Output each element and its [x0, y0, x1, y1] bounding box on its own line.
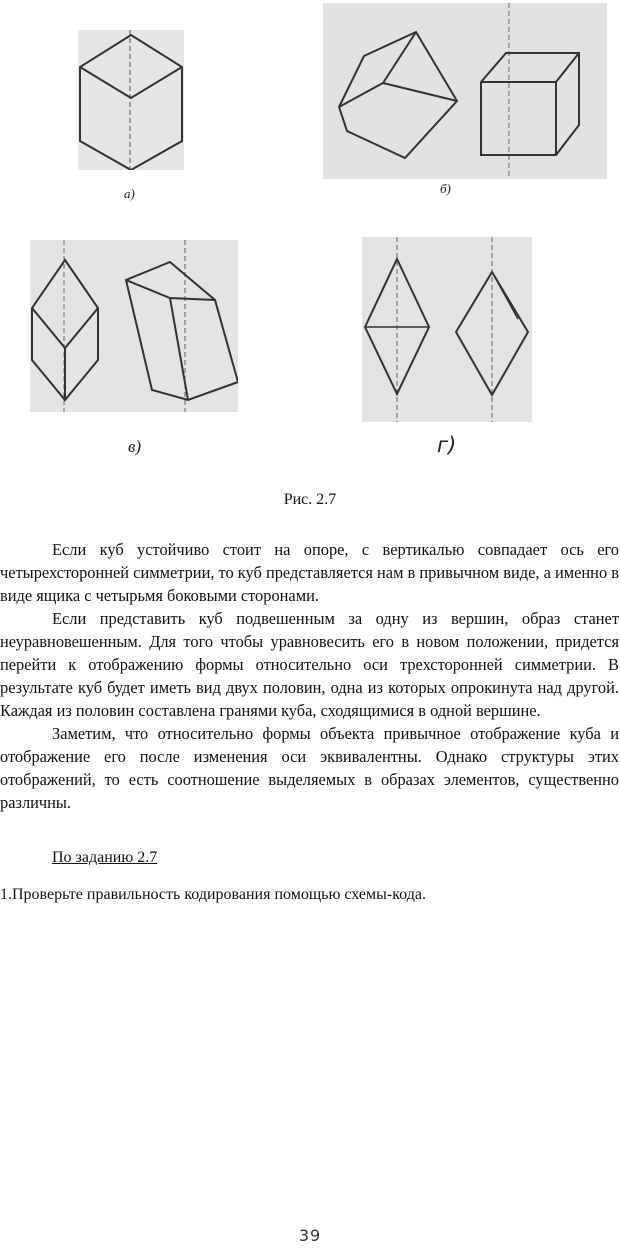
sub-label-a: а): [124, 186, 135, 201]
sub-label-b: б): [440, 181, 451, 196]
task-item: 1.Проверьте правильность кодирования помощью схемы-кода.: [0, 886, 426, 903]
sub-label-v: в): [128, 437, 142, 456]
body-text: [0, 538, 619, 814]
figure-b: [323, 3, 607, 179]
figure-caption: Рис. 2.7: [283, 491, 337, 508]
figure-a: [78, 30, 184, 170]
figure-g: [362, 237, 532, 422]
page-number: 39: [298, 1226, 322, 1245]
task-title: По заданию 2.7: [52, 849, 158, 866]
paragraph: Заметим, что относительно формы объекта привычное отображение куба и отображение его после изменения оси эквивалентны. Однако структуры этих отображений, то есть соотношение выделяемых в образах элементов, существенно различны.: [0, 724, 619, 812]
paragraph: Если куб устойчиво стоит на опоре, с вертикалью совпадает ось его четырехсторонней симметрии, то куб представляется нам в привычном виде, а именно в виде ящика с четырьмя боковыми сторонами.: [0, 540, 619, 605]
figure-v: [30, 240, 238, 412]
paragraph: Если представить куб подвешенным за одну из вершин, образ станет неуравновешенным. Для того чтобы уравновесить его в новом положении, придется перейти к отображению формы относительно оси трехсторонней симметрии. В результате куб будет иметь вид двух половин, одна из которых опрокинута над другой. Каждая из половин составлена гранями куба, сходящимися в одной вершине.: [0, 609, 619, 720]
sub-label-g: г): [437, 433, 457, 457]
